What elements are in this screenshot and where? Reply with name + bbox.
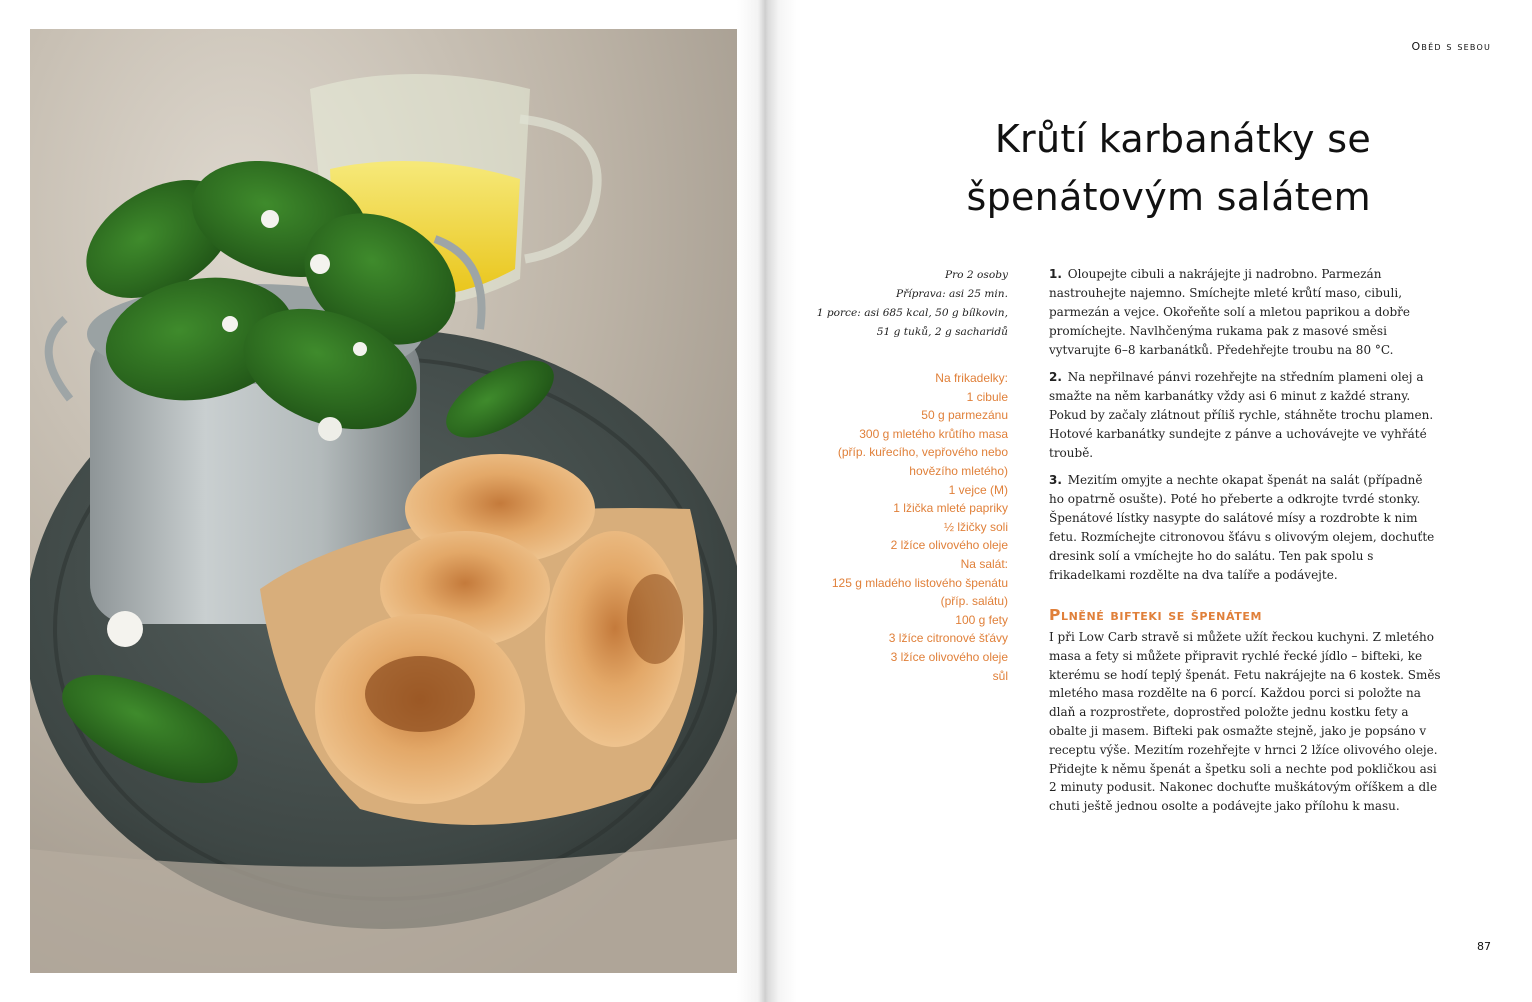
recipe-title-line-2: špenátovým salátem: [966, 175, 1371, 219]
ingredient-item: 100 g fety: [955, 612, 1008, 627]
ingredient-item: 300 g mletého krůtího masa: [859, 426, 1008, 441]
food-photo-illustration: [30, 29, 737, 973]
variant-text: I při Low Carb stravě si můžete užít řeckou kuchyni. Z mletého masa a fety si můžete připravit rychlé řecké jídlo – bifteki, ke kterému se hodí teplý špenát. Fetu nakrájejte na 6 kostek. Směs mletého masa rozdělte na 6 porcí. Každou porci si položte na dlaň a rozprostřete, doprostřed položte jednu kostku fety a obalte ji masem. Bifteki pak osmažte stejně, jako je popsáno v receptu výše. Mezitím rozehřejte v hrnci 2 lžíce olivového oleje. Přidejte k němu špenát a špetku soli a nechte pod pokličkou asi 2 minuty podusit. Nakonec dochuťte muškátovým oříškem a dle chuti ještě jednou osolte a podávejte jako přílohu k masu.: [1049, 630, 1441, 814]
ingredient-item: (příp. salátu): [940, 594, 1008, 609]
recipe-step: [1049, 368, 1439, 463]
ingredient-item: 3 lžíce citronové šťávy: [888, 631, 1008, 646]
step-number: 2.: [1049, 370, 1062, 384]
ingredient-item: 50 g parmezánu: [921, 408, 1008, 423]
step-number: 1.: [1049, 267, 1062, 281]
ingredient-item: 1 lžička mleté papriky: [893, 501, 1008, 516]
prep-time: Příprava: asi 25 min.: [896, 288, 1008, 300]
recipe-step: [1049, 471, 1439, 585]
recipe-title: [797, 110, 1371, 226]
step-text: Oloupejte cibuli a nakrájejte ji nadrobno. Parmezán nastrouhejte najemno. Smíchejte mleté krůtí maso, cibuli, parmezán a vejce. Okořeňte solí a mletou paprikou a dobře promíchejte. Navlhčenýma rukama pak z masové směsi vytvarujte 6–8 karbanátků. Předehřejte troubu na 80 °C.: [1049, 267, 1411, 357]
ingredient-item: hovězího mletého): [909, 463, 1008, 478]
ingredient-item: 125 g mladého listového špenátu: [831, 575, 1008, 590]
nutrition-line: 51 g tuků, 2 g sacharidů: [876, 326, 1008, 338]
ingredient-item: 2 lžíce olivového oleje: [890, 538, 1008, 553]
ingredient-group-title: Na frikadelky:: [935, 371, 1008, 385]
step-number: 3.: [1049, 473, 1062, 487]
step-text: Mezitím omyjte a nechte okapat špenát na salát (případně ho opatrně osušte). Poté ho přeberte a odkrojte tvrdé stonky. Špenátové lístky nasypte do salátové mísy a rozdrobte k nim fetu. Rozmíchejte citronovou šťávu s olivovým olejem, dochuťte dresink solí a vmíchejte ho do salátu. Ten pak spolu s frikadelkami rozdělte na dva talíře a podávejte.: [1049, 473, 1435, 582]
recipe-title-line-1: Krůtí karbanátky se: [994, 117, 1371, 161]
variant-title: Plněné bifteki se špenátem: [1049, 606, 1262, 624]
nutrition-line: 1 porce: asi 685 kcal, 50 g bílkovin,: [816, 307, 1008, 319]
right-page: [797, 0, 1532, 1002]
food-photo: [30, 29, 737, 973]
recipe-steps: [1049, 265, 1439, 593]
ingredient-item: 1 vejce (M): [948, 482, 1008, 497]
recipe-meta: [797, 266, 1008, 342]
ingredient-item: sůl: [992, 668, 1008, 683]
ingredient-item: ½ lžičky soli: [943, 519, 1008, 534]
ingredient-item: 3 lžíce olivového oleje: [890, 649, 1008, 664]
servings: Pro 2 osoby: [944, 269, 1008, 281]
running-head: Oběd s sebou: [1411, 40, 1491, 53]
book-spine: [737, 0, 797, 1002]
page-number: 87: [1477, 940, 1491, 953]
ingredients-list: [797, 369, 1008, 685]
ingredient-item: (příp. kuřecího, vepřového nebo: [837, 445, 1008, 460]
recipe-step: [1049, 265, 1439, 360]
ingredient-item: 1 cibule: [966, 389, 1008, 404]
ingredient-group-title: Na salát:: [960, 556, 1008, 571]
step-text: Na nepřilnavé pánvi rozehřejte na středním plameni olej a smažte na něm karbanátky vždy asi 6 minut z každé strany. Pokud by začaly zlátnout příliš rychle, stáhněte trochu plamen. Hotové karbanátky sundejte z pánve a uchovávejte ve vyhřáté troubě.: [1049, 370, 1434, 460]
